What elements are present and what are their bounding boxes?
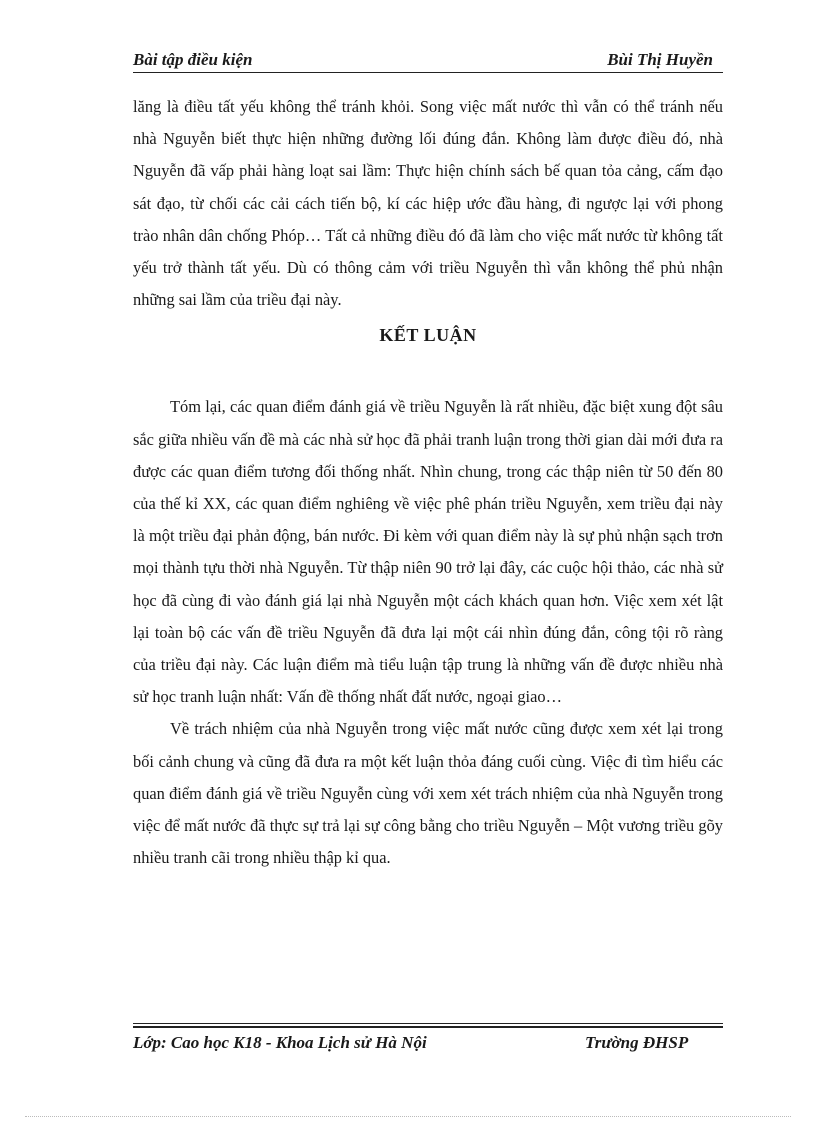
footer-school: Trường ĐHSP xyxy=(585,1033,689,1052)
footer-class-info: Lớp: Cao học K18 - Khoa Lịch sử Hà Nội xyxy=(133,1033,427,1052)
section-spacer xyxy=(133,351,723,391)
document-body xyxy=(133,91,723,874)
footer-divider-thick xyxy=(133,1026,723,1028)
page-bottom-dotted-line xyxy=(25,1116,791,1117)
paragraph-continued: lăng là điều tất yếu không thể tránh khỏi. Song việc mất nước thì vẫn có thể tránh nếu nhà Nguyễn biết thực hiện những đường lối đúng đắn. Không làm được điều đó, nhà Nguyễn đã vấp phải hàng loạt sai lầm: Thực hiện chính sách bế quan tỏa cảng, cấm đạo sát đạo, từ chối các cải cách tiến bộ, kí các hiệp ước đầu hàng, đi ngược lại với phong trào nhân dân chống Phóp… Tất cả những điều đó đã làm cho việc mất nước từ không tất yếu trở thành tất yếu. Dù có thông cảm với triều Nguyễn thì vẫn không thể phủ nhận những sai lầm của triều đại này. xyxy=(133,97,723,310)
header-document-type: Bài tập điều kiện xyxy=(133,50,253,69)
header-author: Bùi Thị Huyền xyxy=(607,50,713,69)
paragraph-conclusion-2: Về trách nhiệm của nhà Nguyễn trong việc mất nước cũng được xem xét lại trong bối cảnh chung và cũng đã đưa ra một kết luận thỏa đáng cuối cùng. Việc đi tìm hiểu các quan điểm đánh giá về triều Nguyễn cùng với xem xét trách nhiệm của nhà Nguyễn trong việc để mất nước đã thực sự trả lại sự công bằng cho triều Nguyễn – Một vương triều gõy nhiều tranh cãi trong nhiều thập kỉ qua. xyxy=(133,719,723,868)
paragraph-conclusion-1: Tóm lại, các quan điểm đánh giá về triều Nguyễn là rất nhiều, đặc biệt xung đột sâu sắc giữa nhiều vấn đề mà các nhà sử học đã phải tranh luận trong thời gian dài mới đưa ra được các quan điểm tương đối thống nhất. Nhìn chung, trong các thập niên từ 50 đến 80 của thế kỉ XX, các quan điểm nghiêng về việc phê phán triều Nguyễn, xem triều đại này là một triều đại phản động, bán nước. Đi kèm với quan điểm này là sự phủ nhận sạch trơn mọi thành tựu thời nhà Nguyễn. Từ thập niên 90 trở lại đây, các cuộc hội thảo, các nhà sử học đã cùng đi vào đánh giá lại nhà Nguyễn một cách khách quan hơn. Việc xem xét lật lại toàn bộ các vấn đề triều Nguyễn đã đưa lại một cái nhìn đúng đắn, công tội rõ ràng của triều đại này. Các luận điểm mà tiểu luận tập trung là những vấn đề được nhiều nhà sử học tranh luận nhất: Vấn đề thống nhất đất nước, ngoại giao… xyxy=(133,397,723,707)
page-header xyxy=(133,50,723,73)
section-title: KẾT LUẬN xyxy=(379,325,477,346)
footer-divider-thin xyxy=(133,1023,723,1024)
